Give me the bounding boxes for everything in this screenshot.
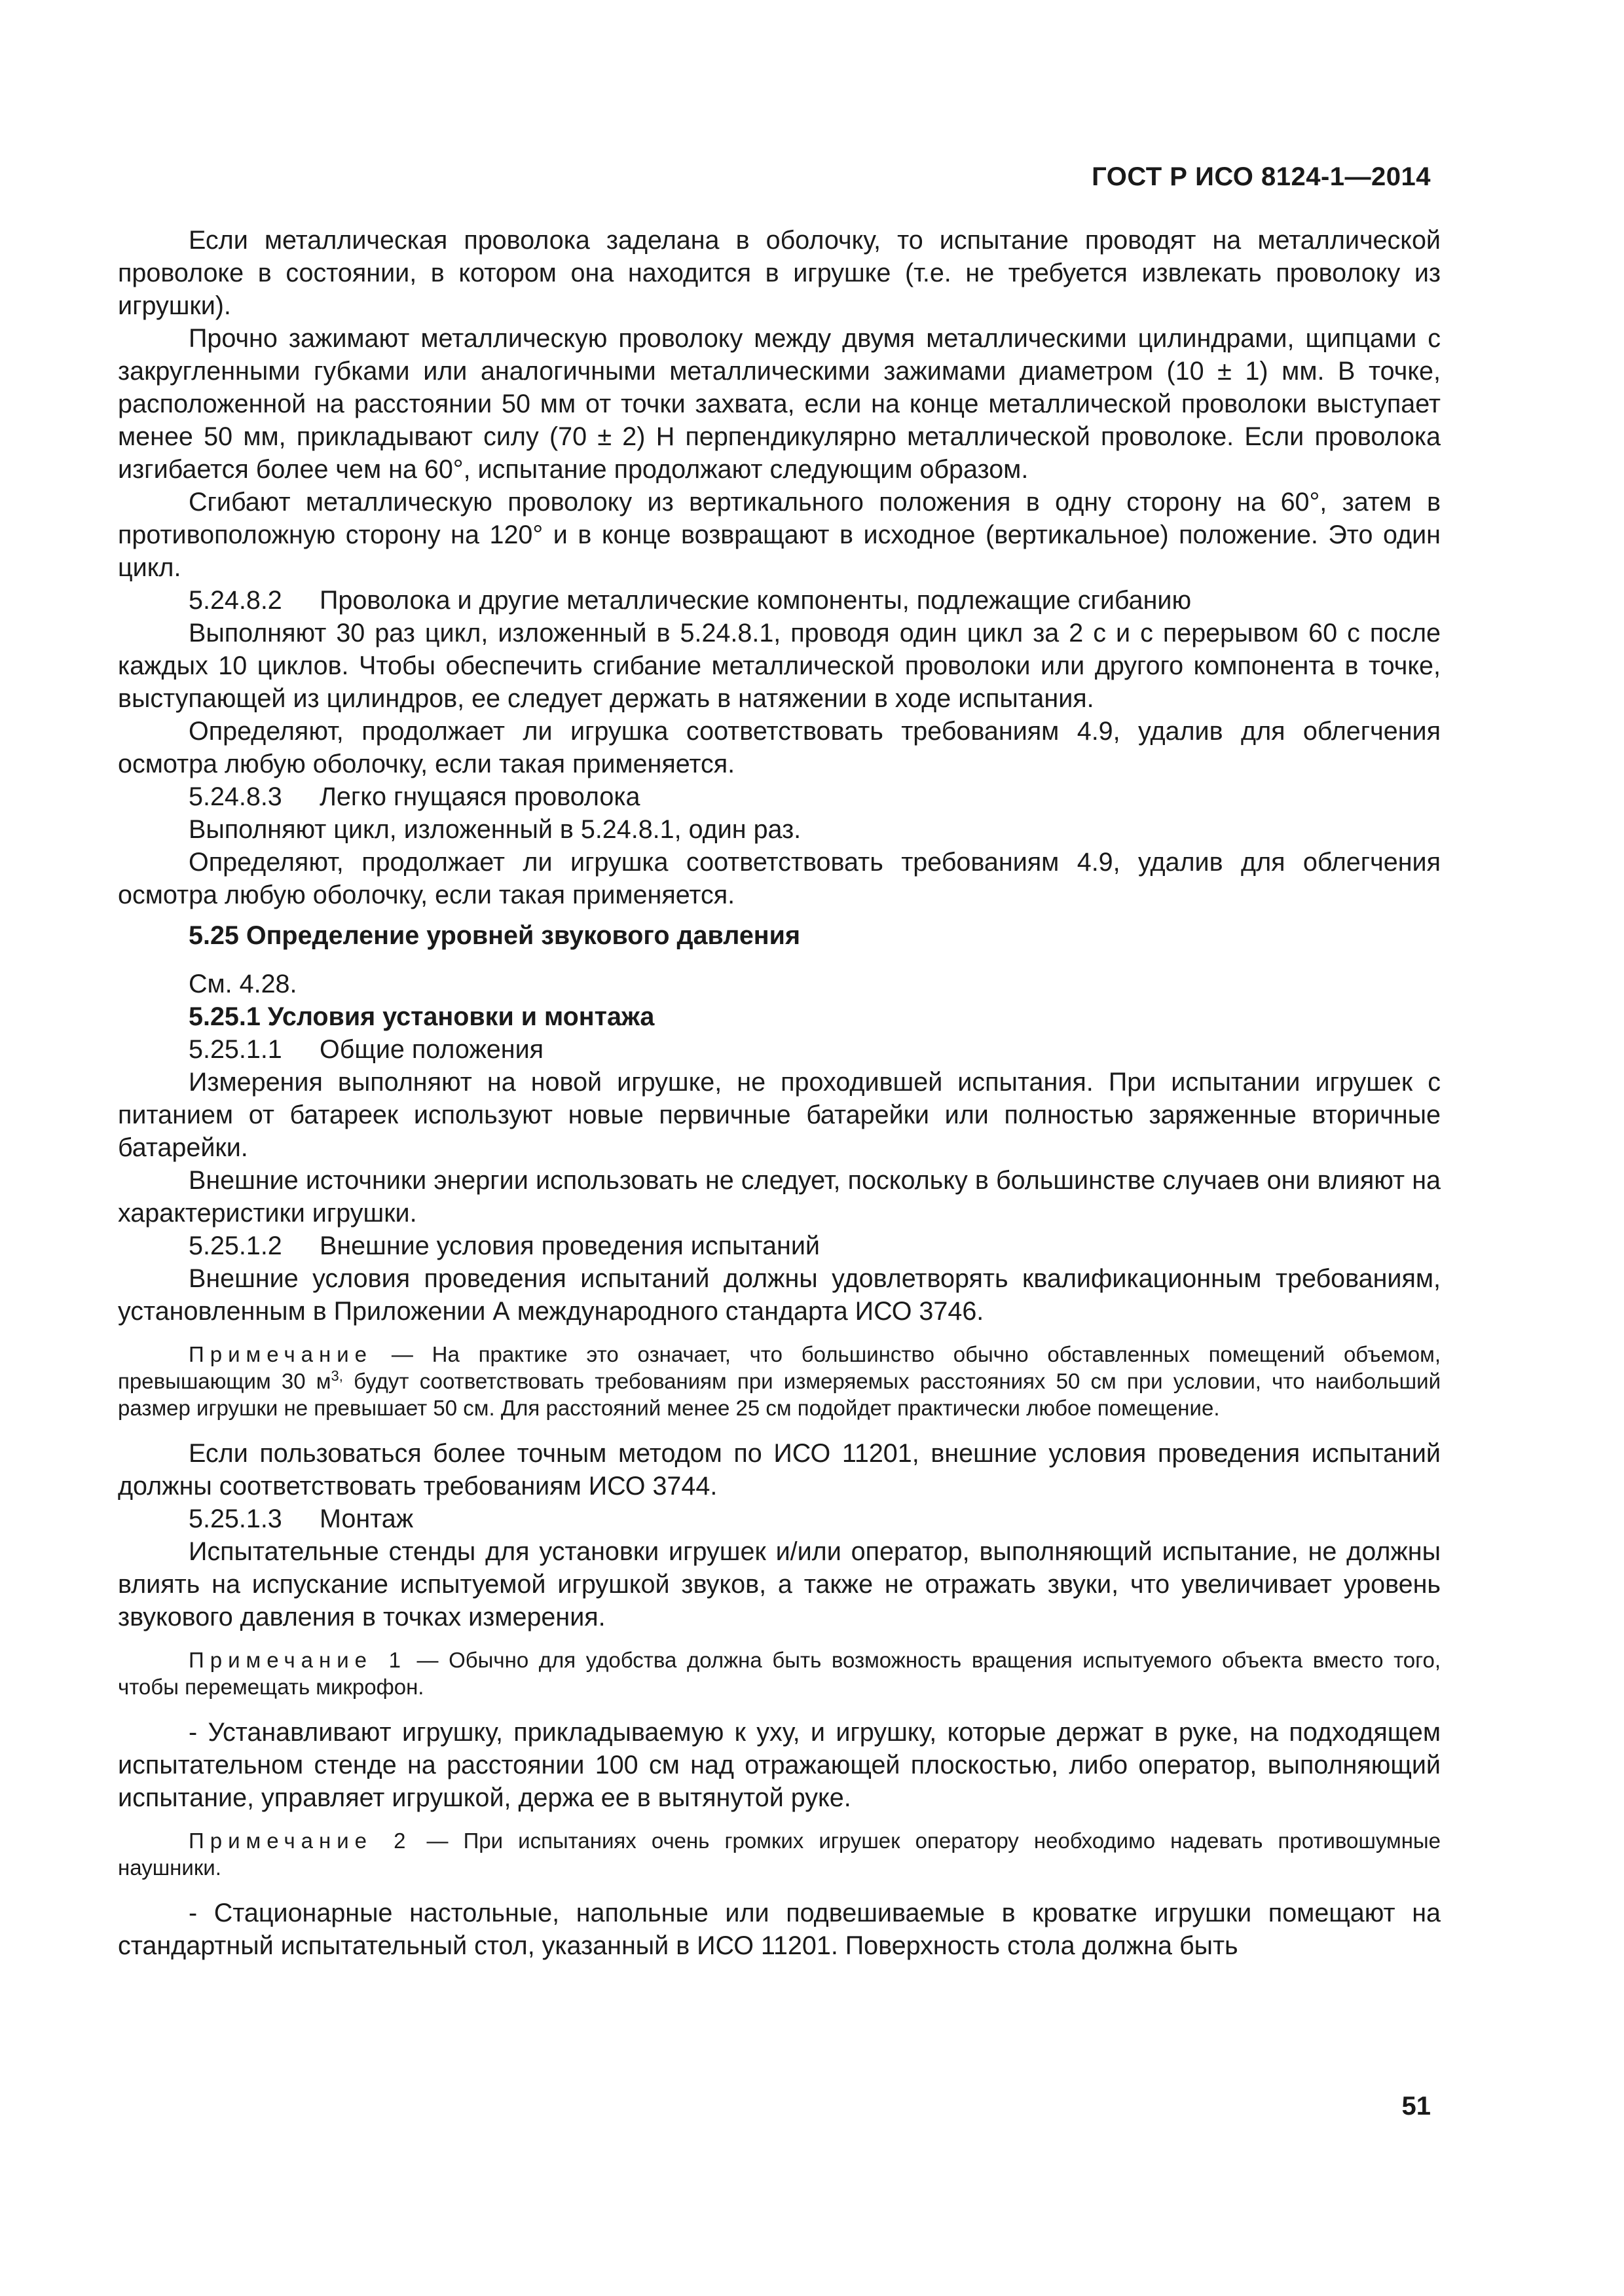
paragraph: Если металлическая проволока заделана в оболочку, то испытание проводят на металлической проволоке в состоянии, в котором она находится в игрушке (т.е. не требуется извлекать проволоку из игрушки). bbox=[118, 226, 1441, 320]
note-label: Примечание 2 bbox=[189, 1829, 412, 1853]
page-body bbox=[118, 224, 1441, 1962]
paragraph: Прочно зажимают металлическую проволоку между двумя металлическими цилиндрами, щипцами с закругленными губками или аналогичными металлическими зажимами диаметром (10 ± 1) мм. В точке, расположенной на расстоянии 50 мм от точки захвата, если на конце металлической проволоки выступает менее 50 мм, прикладывают силу (70 ± 2) Н перпендикулярно металлической проволоке. Если проволока изгибается более чем на 60°, испытание продолжают следующим образом. bbox=[118, 324, 1441, 484]
subsection-title: Монтаж bbox=[320, 1504, 414, 1533]
subsection-number: 5.25.1.3 bbox=[189, 1504, 282, 1533]
subsection-title: Внешние условия проведения испытаний bbox=[320, 1231, 820, 1260]
page-number: 51 bbox=[1401, 2092, 1431, 2121]
paragraph: Определяют, продолжает ли игрушка соответствовать требованиям 4.9, удалив для облегчения осмотра любую оболочку, если такая применяется. bbox=[118, 848, 1441, 909]
subsection-heading-5-24-8-2 bbox=[118, 584, 1441, 617]
subsection-number: 5.24.8.2 bbox=[189, 586, 282, 615]
subsection-heading-5-25-1-3 bbox=[118, 1503, 1441, 1535]
superscript: 3, bbox=[331, 1368, 343, 1384]
subsection-heading-5-25-1-2 bbox=[118, 1230, 1441, 1262]
paragraph: Выполняют 30 раз цикл, изложенный в 5.24.8.1, проводя один цикл за 2 с и с перерывом 60 с после каждых 10 циклов. Чтобы обеспечить сгибание металлической проволоки или другого компонента в точке, выступающей из цилиндров, ее следует держать в натяжении в ходе испытания. bbox=[118, 619, 1441, 713]
note-text: — На практике это означает, что большинство обычно обставленных помещений объемом, превышающим 30 м bbox=[118, 1342, 1441, 1393]
note bbox=[118, 1341, 1441, 1421]
standard-designation: ГОСТ Р ИСО 8124-1—2014 bbox=[1092, 162, 1431, 191]
section-heading-5-25-1: 5.25.1 Условия установки и монтажа bbox=[189, 1002, 655, 1031]
paragraph: Внешние источники энергии использовать не следует, поскольку в большинстве случаев они влияют на характеристики игрушки. bbox=[118, 1166, 1441, 1228]
paragraph: Определяют, продолжает ли игрушка соответствовать требованиям 4.9, удалив для облегчения осмотра любую оболочку, если такая применяется. bbox=[118, 717, 1441, 778]
paragraph: - Устанавливают игрушку, прикладываемую к уху, и игрушку, которые держат в руке, на подходящем испытательном стенде на расстоянии 100 см над отражающей плоскостью, либо оператор, выполняющий испытание, управляет игрушкой, держа ее в вытянутой руке. bbox=[118, 1718, 1441, 1812]
note-text: — При испытаниях очень громких игрушек оператору необходимо надевать противошумные наушники. bbox=[118, 1829, 1441, 1880]
note-text: будут соответствовать требованиям при измеряемых расстояниях 50 см при условии, что наибольший размер игрушки не превышает 50 см. Для расстояний менее 25 см подойдет практически любое помещение. bbox=[118, 1369, 1441, 1420]
paragraph: Если пользоваться более точным методом по ИСО 11201, внешние условия проведения испытаний должны соответствовать требованиям ИСО 3744. bbox=[118, 1439, 1441, 1501]
note-label: Примечание 1 bbox=[189, 1648, 407, 1672]
paragraph: Внешние условия проведения испытаний должны удовлетворять квалификационным требованиям, установленным в Приложении А международного стандарта ИСО 3746. bbox=[118, 1264, 1441, 1326]
note-label: Примечание bbox=[189, 1342, 373, 1366]
subsection-heading-5-24-8-3 bbox=[118, 780, 1441, 813]
subsection-title: Легко гнущаяся проволока bbox=[320, 782, 640, 811]
note-text: — Обычно для удобства должна быть возможность вращения испытуемого объекта вместо того, чтобы перемещать микрофон. bbox=[118, 1648, 1441, 1699]
paragraph: Выполняют цикл, изложенный в 5.24.8.1, один раз. bbox=[189, 815, 802, 844]
subsection-title: Проволока и другие металлические компоненты, подлежащие сгибанию bbox=[320, 586, 1192, 615]
section-heading-5-25: 5.25 Определение уровней звукового давления bbox=[189, 921, 800, 950]
paragraph: Испытательные стенды для установки игрушек и/или оператор, выполняющий испытание, не должны влиять на испускание испытуемой игрушкой звуков, а также не отражать звуки, что увеличивает уровень звукового давления в точках измерения. bbox=[118, 1537, 1441, 1631]
subsection-number: 5.24.8.3 bbox=[189, 782, 282, 811]
subsection-heading-5-25-1-1 bbox=[118, 1033, 1441, 1066]
paragraph: Измерения выполняют на новой игрушке, не проходившей испытания. При испытании игрушек с питанием от батареек используют новые первичные батарейки или полностью заряженные вторичные батарейки. bbox=[118, 1068, 1441, 1162]
paragraph: Сгибают металлическую проволоку из вертикального положения в одну сторону на 60°, затем в противоположную сторону на 120° и в конце возвращают в исходное (вертикальное) положение. Это один цикл. bbox=[118, 488, 1441, 582]
note bbox=[118, 1827, 1441, 1881]
note bbox=[118, 1647, 1441, 1700]
subsection-number: 5.25.1.1 bbox=[189, 1035, 282, 1064]
paragraph: См. 4.28. bbox=[189, 970, 297, 998]
paragraph: - Стационарные настольные, напольные или подвешиваемые в кроватке игрушки помещают на стандартный испытательный стол, указанный в ИСО 11201. Поверхность стола должна быть bbox=[118, 1899, 1441, 1960]
subsection-title: Общие положения bbox=[320, 1035, 544, 1064]
subsection-number: 5.25.1.2 bbox=[189, 1231, 282, 1260]
